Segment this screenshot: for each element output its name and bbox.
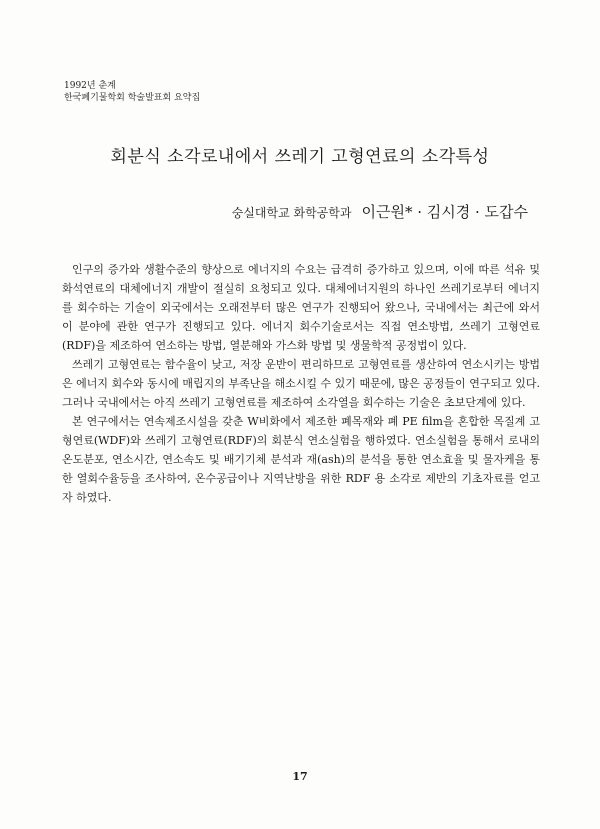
abstract-body xyxy=(62,260,540,507)
author-names: 이근원* · 김시경 · 도갑수 xyxy=(361,203,528,221)
paragraph-1: 인구의 증가와 생활수준의 향상으로 에너지의 수요는 급격히 증가하고 있으며, 이에 따른 석유 및 화석연료의 대체에너지 개발이 절실히 요청되고 있다. 대체에너지원의 하나인 쓰레기로부터 에너지를 회수하는 기술이 외국에서는 오래전부터 많은 연구가 진행되어 왔으나, 국내에서는 최근에 와서 이 분야에 관한 연구가 진행되고 있다. 에너지 회수기술로서는 직접 연소방법, 쓰레기 고형연료(RDF)을 제조하여 연소하는 방법, 열분해와 가스화 방법 및 생물학적 공정법이 있다. xyxy=(62,263,540,352)
header-line-proceedings: 한국폐기물학회 학술발표회 요약집 xyxy=(64,93,201,103)
header-line-season: 1992년 춘계 xyxy=(64,81,116,91)
paper-title: 회분식 소각로내에서 쓰레기 고형연료의 소각특성 xyxy=(110,147,490,167)
author-line xyxy=(232,201,528,222)
proceedings-header xyxy=(64,80,200,104)
page-number: 17 xyxy=(292,770,308,783)
paragraph-3: 본 연구에서는 연속제조시설을 갖춘 W비화에서 제조한 폐목재와 폐 PE film을 혼합한 목질계 고형연료(WDF)와 쓰레기 고형연료(RDF)의 회분식 연소실험을 행하였다. 연소실험을 통해서 로내의 온도분포, 연소시간, 연소속도 및 배기기체 분석과 재(ash)의 분석을 통한 연소효율 및 물자케을 통한 열회수율등을 조사하여, 온수공급이나 지역난방을 위한 RDF 용 소각로 제반의 기초자료를 얻고자 하였다. xyxy=(62,415,540,504)
paragraph-2: 쓰레기 고형연료는 함수율이 낮고, 저장 운반이 편리하므로 고형연료를 생산하여 연소시키는 방법은 에너지 회수와 동시에 매립지의 부족난을 해소시킬 수 있기 때문에, 많은 공정들이 연구되고 있다. 그러나 국내에서는 아직 쓰레기 고형연료를 제조하여 소각열을 회수하는 기술은 초보단계에 있다. xyxy=(62,358,540,409)
author-affiliation: 숭실대학교 화학공학과 xyxy=(231,206,352,220)
